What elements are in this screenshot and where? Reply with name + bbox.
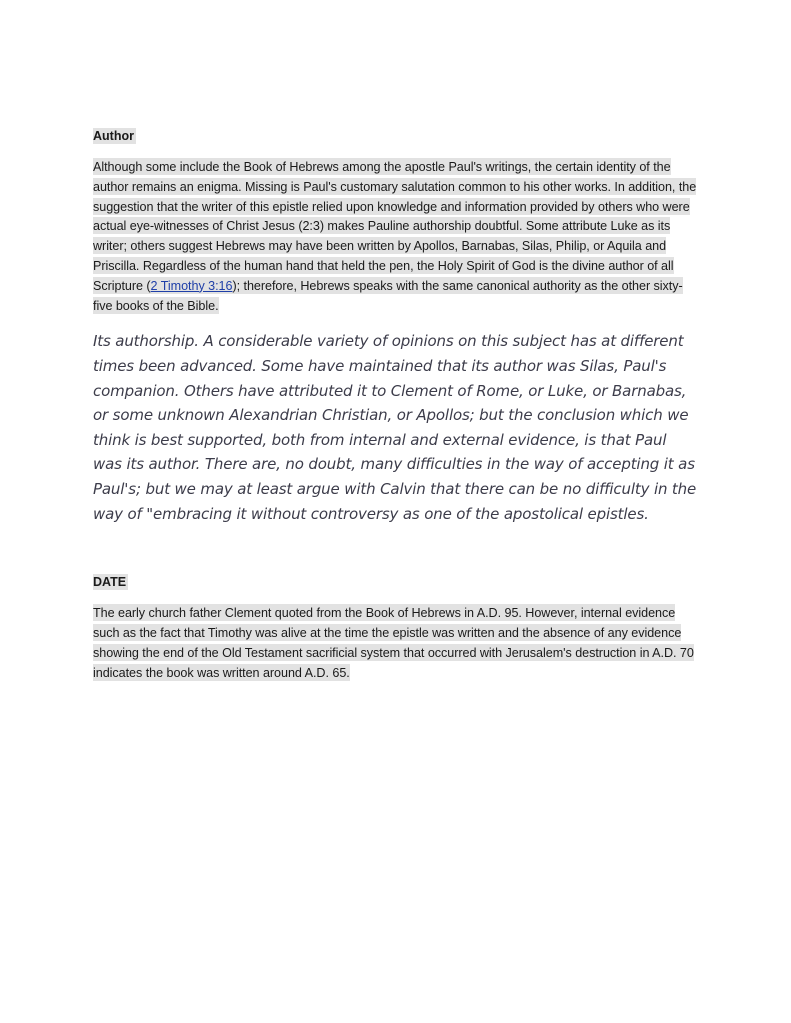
scripture-reference-link[interactable]: 2 Timothy 3:16 (150, 278, 233, 293)
authorship-quote: Its authorship. A considerable variety of opinions on this subject has at different times been advanced. Some have maintained that its author was Silas, Paul's companion. Others have attributed it to Clement of Rome, or Luke, or Barnabas, or some unknown Alexandrian Christian, or Apollos; but the conclusion which we think is best supported, both from internal and external evidence, is that Paul was its author. There are, no doubt, many difficulties in the way of accepting it as Paul's; but we may at least argue with Calvin that there can be no difficulty in the way of "embracing it without controversy as one of the apostolical epistles. (93, 332, 697, 523)
date-heading-text: DATE (93, 575, 127, 590)
author-paragraph (93, 158, 699, 316)
date-heading (93, 572, 699, 592)
date-paragraph-text: The early church father Clement quoted from the Book of Hebrews in A.D. 95. However, internal evidence such as the fact that Timothy was alive at the time the epistle was written and the absence of any evidence showing the end of the Old Testament sacrificial system that occurred with Jerusalem's destruction in A.D. 70 indicates the book was written around A.D. 65. (93, 606, 694, 680)
author-paragraph-before-link: Although some include the Book of Hebrews among the apostle Paul's writings, the certain identity of the author remains an enigma. Missing is Paul's customary salutation common to his other works. In addition, the suggestion that the writer of this epistle relied upon knowledge and information provided by others who were actual eye-witnesses of Christ Jesus (2:3) makes Pauline authorship doubtful. Some attribute Luke as its writer; others suggest Hebrews may have been written by Apollos, Barnabas, Silas, Philip, or Aquila and Priscilla. Regardless of the human hand that held the pen, the Holy Spirit of God is the divine author of all Scripture ( (93, 160, 697, 293)
author-heading-text: Author (93, 129, 134, 143)
document-page (93, 124, 699, 683)
author-paragraph-after-link: ); therefore, Hebrews speaks with the same canonical authority as the other sixty-five books of the Bible. (93, 278, 683, 313)
author-paragraph-text (93, 158, 696, 314)
author-heading (93, 126, 699, 146)
date-paragraph (93, 604, 699, 683)
